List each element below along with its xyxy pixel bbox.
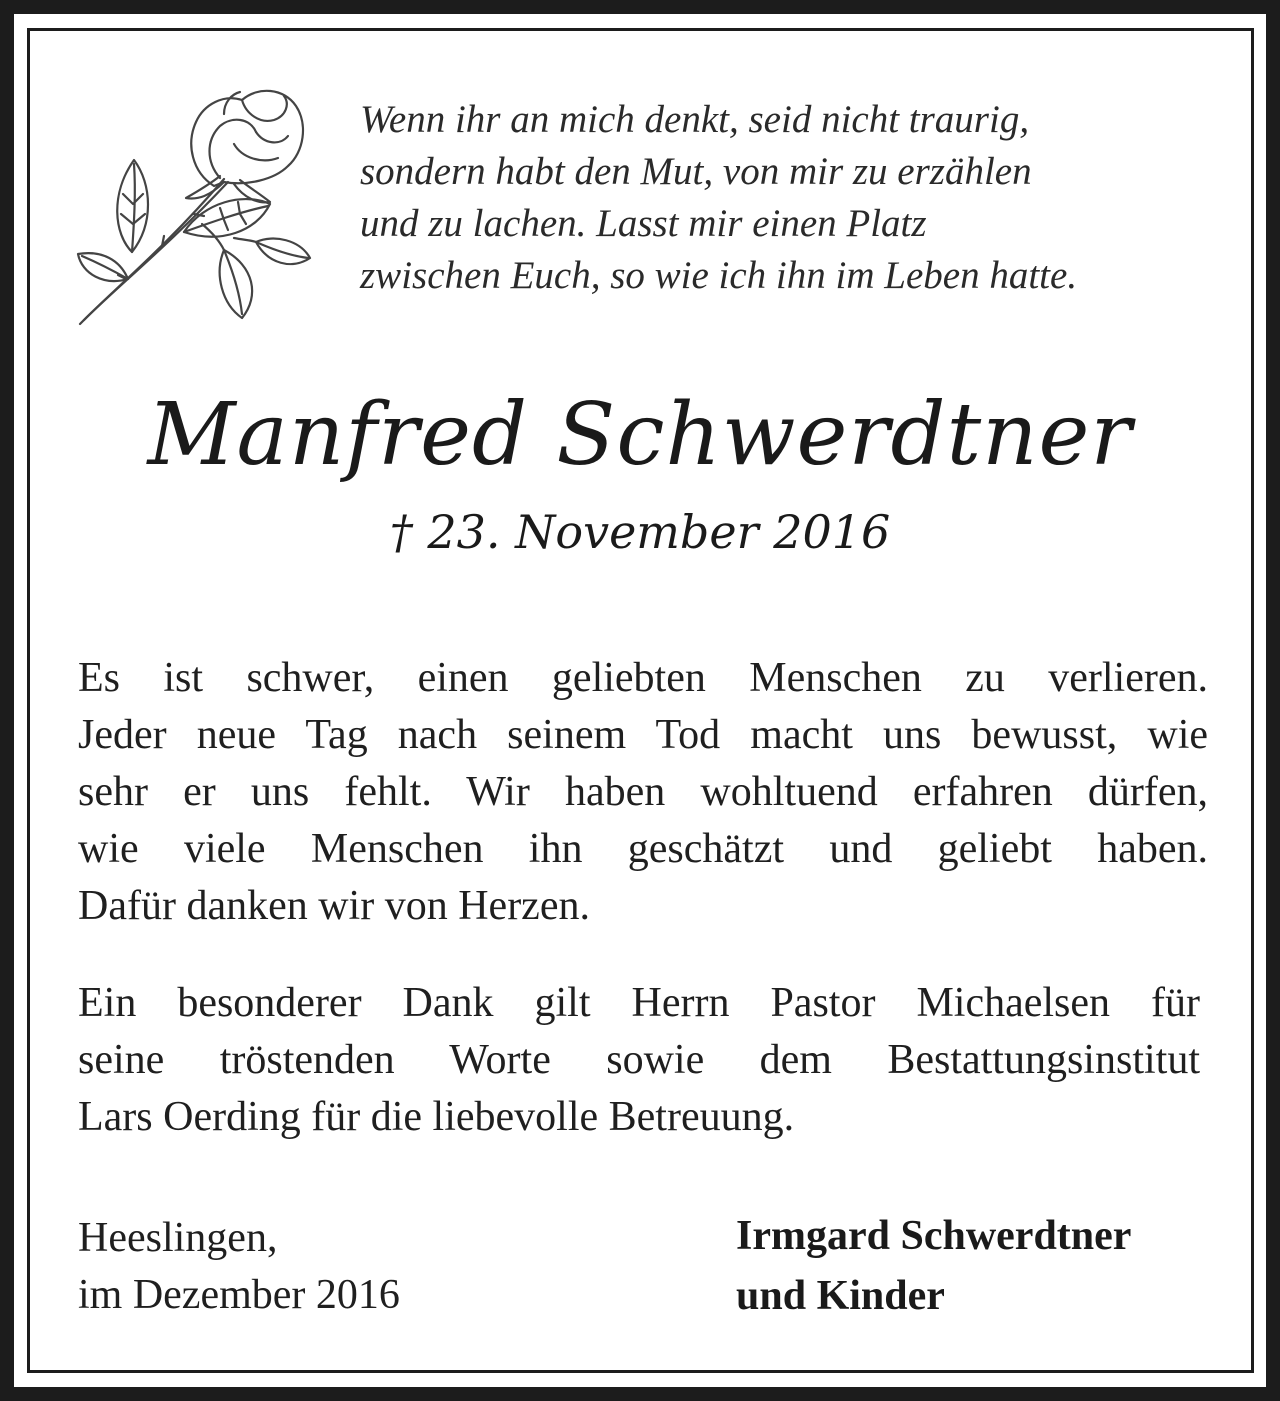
- rose-icon: [74, 74, 314, 328]
- poem-line: sondern habt den Mut, von mir zu erzählen: [360, 150, 1032, 193]
- poem-line: zwischen Euch, so wie ich ihn im Leben hatte.: [360, 254, 1078, 297]
- poem-line: Wenn ihr an mich denkt, seid nicht traurig,: [360, 98, 1030, 141]
- paragraph-line: Dafür danken wir von Herzen.: [78, 883, 590, 929]
- paragraph-line: Lars Oerding für die liebevolle Betreuung.: [78, 1094, 795, 1140]
- signature-line: Irmgard Schwerdtner: [736, 1213, 1132, 1259]
- date-line: im Dezember 2016: [78, 1272, 400, 1318]
- death-date: † 23. November 2016: [389, 505, 891, 559]
- memorial-poem: [360, 94, 1220, 302]
- place-and-date: [78, 1210, 400, 1324]
- signature-line: und Kinder: [736, 1273, 945, 1319]
- family-signature: [736, 1206, 1131, 1326]
- paragraph-line: seine tröstenden Worte sowie dem Bestattungsinstitut: [78, 1037, 1200, 1083]
- poem-line: und zu lachen. Lasst mir einen Platz: [360, 202, 927, 245]
- paragraph-line: sehr er uns fehlt. Wir haben wohltuend erfahren dürfen,: [78, 769, 1208, 815]
- paragraph-line: Jeder neue Tag nach seinem Tod macht uns bewusst, wie: [78, 712, 1208, 758]
- paragraph-line: wie viele Menschen ihn geschätzt und geliebt haben.: [78, 826, 1208, 872]
- place-line: Heeslingen,: [78, 1215, 278, 1261]
- deceased-name: Manfred Schwerdtner: [147, 385, 1133, 485]
- thanks-paragraph: [78, 975, 1200, 1146]
- gratitude-paragraph: [78, 650, 1208, 935]
- paragraph-line: Es ist schwer, einen geliebten Menschen zu verlieren.: [78, 655, 1208, 701]
- paragraph-line: Ein besonderer Dank gilt Herrn Pastor Michaelsen für: [78, 980, 1200, 1026]
